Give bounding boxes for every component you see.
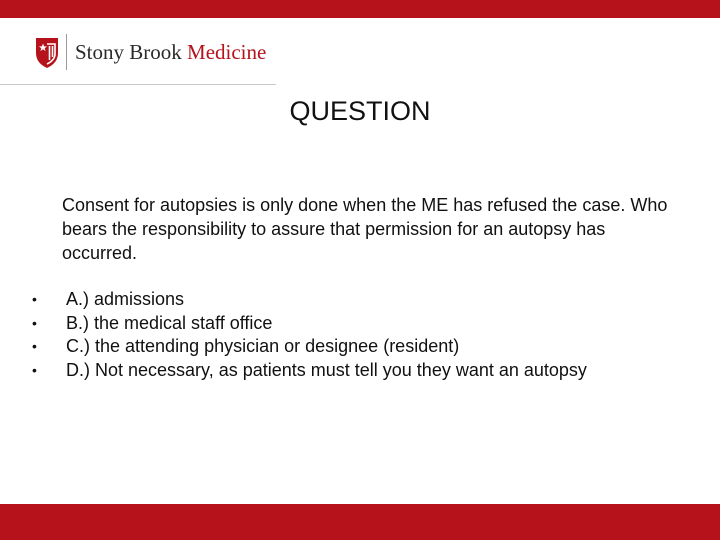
answer-text: D.) Not necessary, as patients must tell you they want an autopsy: [66, 359, 587, 380]
answer-text: A.) admissions: [66, 289, 185, 309]
logo-wordmark: [75, 40, 266, 65]
bullet: •: [32, 314, 37, 331]
bullet: •: [32, 338, 37, 354]
top-accent-bar: [0, 0, 720, 18]
answer-text: C.) the attending physician or designee (resident): [66, 336, 460, 356]
shield-star-icon: [34, 35, 60, 69]
logo-text-medicine: Medicine: [187, 39, 267, 64]
bottom-accent-bar: [0, 504, 720, 540]
answer-option-d: [32, 359, 587, 383]
answer-option-c: [32, 335, 587, 359]
logo-text-stony-brook: Stony Brook: [75, 39, 182, 64]
bullet: •: [32, 291, 37, 307]
header-divider: [0, 84, 276, 85]
answer-list: [32, 288, 587, 382]
stony-brook-medicine-logo: [34, 32, 266, 72]
logo-divider: [66, 34, 67, 70]
question-text: Consent for autopsies is only done when the ME has refused the case. Who bears the responsibility to assure that permission for an autopsy has occurred.: [62, 195, 668, 263]
slide-title: QUESTION: [289, 96, 431, 126]
bullet: •: [32, 361, 37, 378]
answer-option-a: [32, 288, 587, 312]
answer-text: B.) the medical staff office: [66, 312, 273, 333]
answer-option-b: [32, 312, 587, 336]
